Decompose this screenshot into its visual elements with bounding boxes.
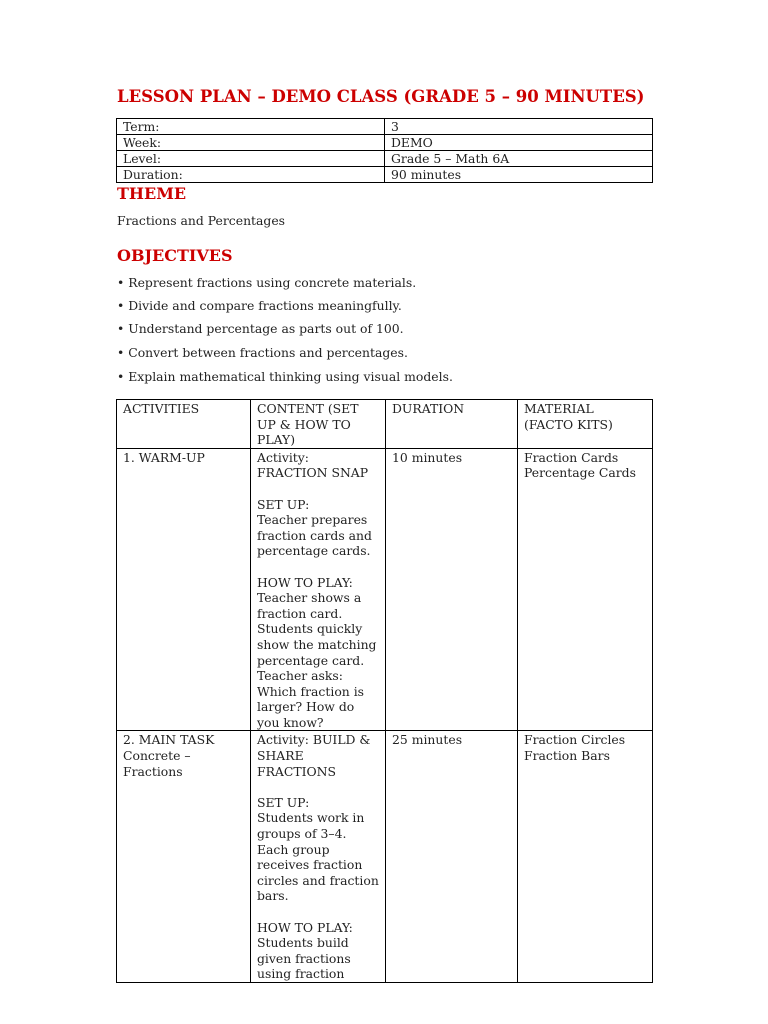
info-row-level (117, 151, 653, 167)
content-cell: Activity: BUILD & SHARE FRACTIONS SET UP: Students work in groups of 3–4. Each group receives fraction circles and fraction bars. HOW TO PLAY: Students build given fractions using fraction (251, 731, 386, 983)
info-label: Week: (117, 135, 385, 151)
info-value: 3 (385, 119, 653, 135)
activity-row-main-task (117, 731, 653, 983)
objective-item: • Convert between fractions and percentages. (117, 345, 408, 360)
activities-table (116, 399, 653, 983)
activity-row-warm-up (117, 448, 653, 731)
objectives-heading: OBJECTIVES (117, 246, 233, 265)
material-cell: Fraction Cards Percentage Cards (518, 448, 653, 731)
header-duration: DURATION (386, 400, 518, 449)
info-label: Duration: (117, 167, 385, 183)
objective-item: • Divide and compare fractions meaningfully. (117, 298, 402, 313)
info-value: 90 minutes (385, 167, 653, 183)
objective-item: • Understand percentage as parts out of 100. (117, 321, 404, 336)
content-cell: Activity: FRACTION SNAP SET UP: Teacher prepares fraction cards and percentage cards. HOW TO PLAY: Teacher shows a fraction card. Students quickly show the matching percentage card. Teacher asks: Which fraction is larger? How do you know? (251, 448, 386, 731)
info-row-term (117, 119, 653, 135)
material-cell: Fraction Circles Fraction Bars (518, 731, 653, 983)
document-title: LESSON PLAN – DEMO CLASS (GRADE 5 – 90 MINUTES) (117, 87, 645, 106)
theme-text: Fractions and Percentages (117, 213, 286, 228)
lesson-info-table (116, 118, 653, 183)
objective-item: • Explain mathematical thinking using visual models. (117, 369, 453, 384)
header-activities: ACTIVITIES (117, 400, 251, 449)
info-row-week (117, 135, 653, 151)
duration-cell: 10 minutes (386, 448, 518, 731)
info-value: Grade 5 – Math 6A (385, 151, 653, 167)
info-value: DEMO (385, 135, 653, 151)
activity-cell: 2. MAIN TASK Concrete – Fractions (117, 731, 251, 983)
info-label: Level: (117, 151, 385, 167)
objective-item: • Represent fractions using concrete materials. (117, 275, 417, 290)
duration-cell: 25 minutes (386, 731, 518, 983)
info-label: Term: (117, 119, 385, 135)
info-row-duration (117, 167, 653, 183)
header-content: CONTENT (SET UP & HOW TO PLAY) (251, 400, 386, 449)
theme-heading: THEME (117, 184, 187, 203)
activity-cell: 1. WARM-UP (117, 448, 251, 731)
header-material: MATERIAL (FACTO KITS) (518, 400, 653, 449)
activities-header-row (117, 400, 653, 449)
